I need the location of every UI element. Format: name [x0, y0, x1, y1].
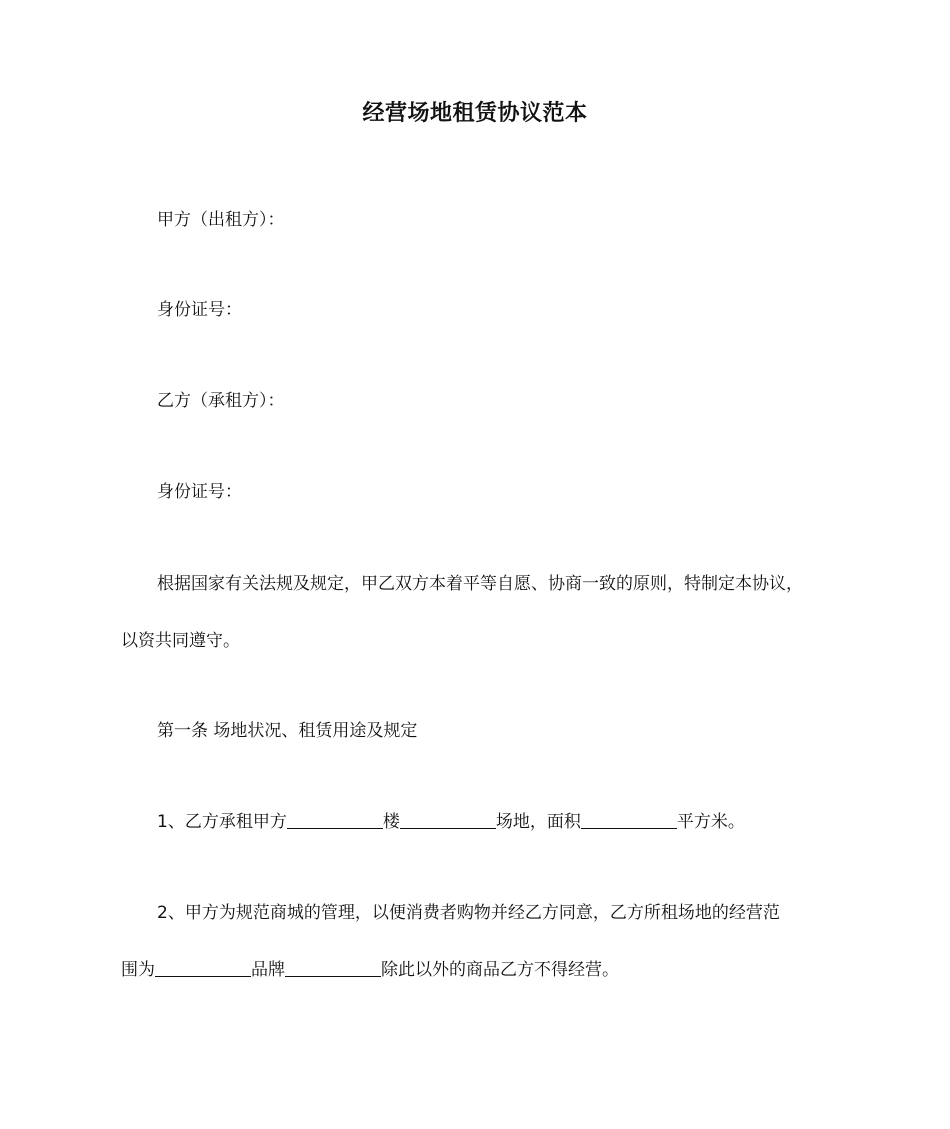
clause-2-line-1: 2、甲方为规范商城的管理，以便消费者购物并经乙方同意，乙方所租场地的经营范 — [157, 903, 780, 923]
clause-2-text-1: 围为 — [121, 960, 155, 980]
floor-blank — [287, 810, 383, 829]
party-b-label: 乙方（承租方）： — [157, 391, 285, 411]
intro-paragraph-line-1: 根据国家有关法规及规定，甲乙双方本着平等自愿、协商一致的原则，特制定本协议， — [157, 574, 803, 594]
clause-1-text-4: 平方米。 — [676, 812, 745, 832]
venue-blank — [400, 810, 496, 829]
clause-2-text-3: 除此以外的商品乙方不得经营。 — [381, 960, 619, 980]
document-title: 经营场地租赁协议范本 — [362, 101, 588, 126]
article-1-heading: 第一条 场地状况、租赁用途及规定 — [157, 721, 418, 741]
clause-1 — [157, 810, 745, 834]
area-blank — [581, 810, 677, 829]
clause-2-line-2 — [121, 958, 619, 982]
party-a-id-label: 身份证号： — [157, 300, 242, 320]
brand-blank — [285, 958, 381, 977]
clause-1-text-3: 场地，面积 — [495, 812, 581, 832]
party-b-id-label: 身份证号： — [157, 482, 242, 502]
intro-paragraph-line-2: 以资共同遵守。 — [121, 631, 240, 651]
clause-1-text-1: 1、乙方承租甲方 — [157, 812, 287, 832]
clause-2-text-2: 品牌 — [251, 960, 285, 980]
party-a-label: 甲方（出租方）： — [157, 210, 285, 230]
clause-1-text-2: 楼 — [382, 812, 400, 832]
scope-blank — [155, 958, 251, 977]
